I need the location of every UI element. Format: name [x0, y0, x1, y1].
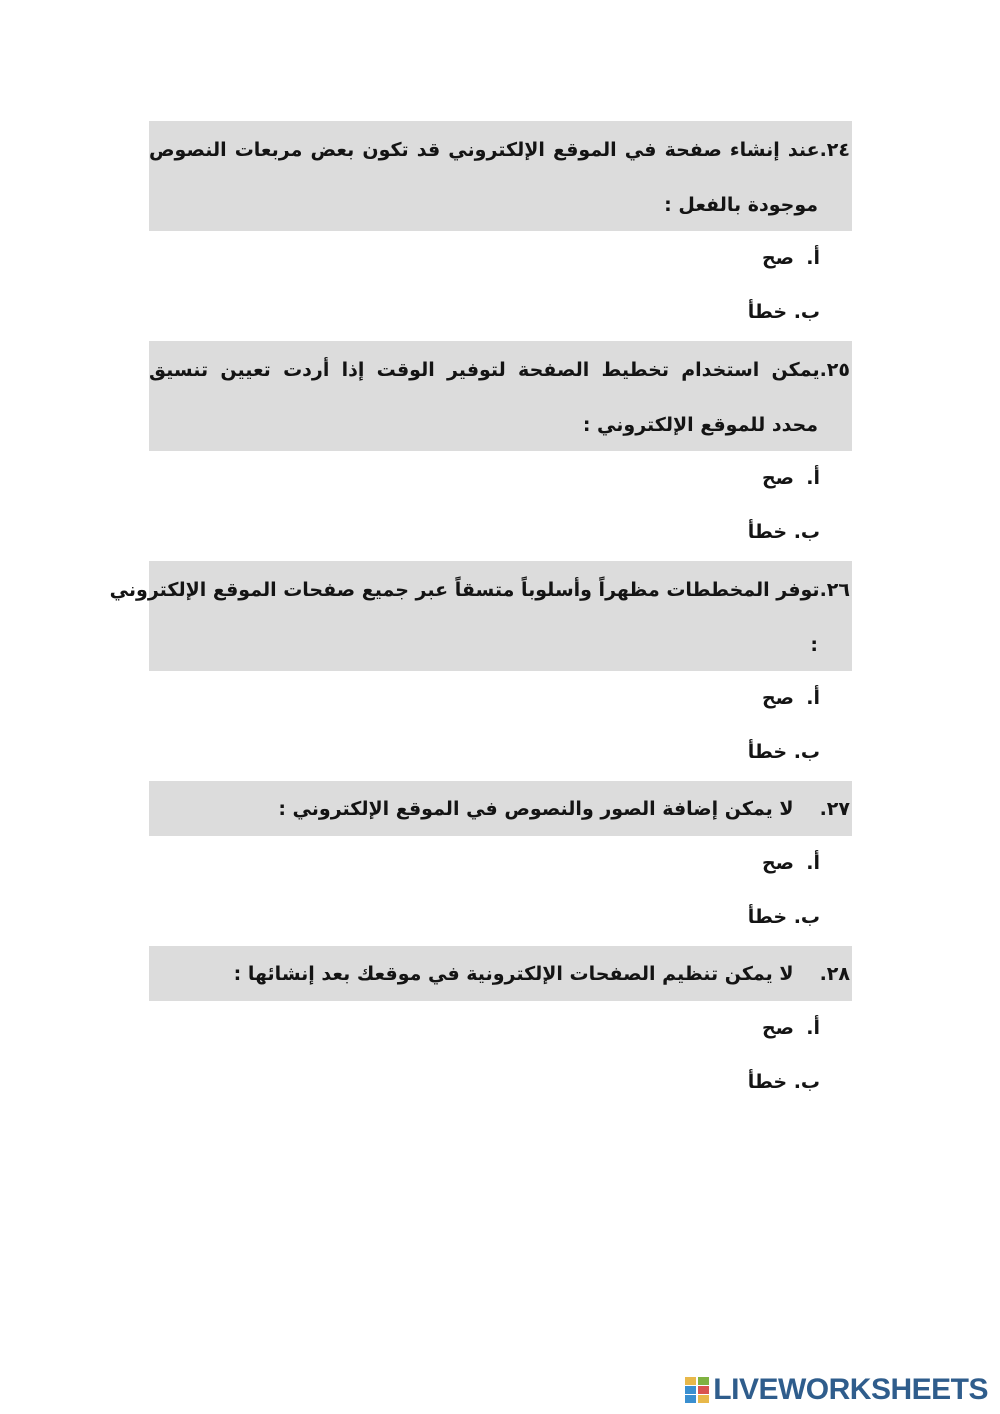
option-text: صح: [761, 467, 794, 489]
option-text: صح: [761, 687, 794, 709]
option-a[interactable]: [762, 848, 820, 878]
question-27-line-1: [149, 794, 850, 824]
option-text: خطأ: [747, 741, 788, 763]
question-24-line-2: موجودة بالفعل :: [664, 194, 818, 216]
question-number: ٢٤.: [819, 139, 850, 161]
question-28: [149, 946, 852, 1001]
question-text: عند إنشاء صفحة في الموقع الإلكتروني قد تكون بعض مربعات النصوص: [149, 139, 820, 161]
question-number: ٢٧.: [819, 798, 850, 820]
question-number: ٢٨.: [819, 963, 850, 985]
option-text: صح: [761, 247, 794, 269]
question-text: لا يمكن تنظيم الصفحات الإلكترونية في موقعك بعد إنشائها :: [233, 963, 794, 985]
option-text: خطأ: [747, 906, 788, 928]
question-number: ٢٦.: [819, 579, 850, 601]
option-a[interactable]: [762, 1013, 820, 1043]
option-b[interactable]: [748, 902, 820, 932]
option-b[interactable]: [748, 737, 820, 767]
question-number: ٢٥.: [819, 359, 850, 381]
question-25: [149, 341, 852, 451]
option-text: خطأ: [747, 521, 788, 543]
option-letter: ب.: [793, 1071, 820, 1093]
option-a[interactable]: [762, 243, 820, 273]
option-b[interactable]: [748, 297, 820, 327]
logo-text: LIVEWORKSHEETS: [713, 1373, 988, 1406]
question-24: [149, 121, 852, 231]
question-25-line-2: محدد للموقع الإلكتروني :: [582, 414, 818, 436]
question-26-line-2: :: [810, 634, 818, 656]
option-b[interactable]: [748, 1067, 820, 1097]
liveworksheets-logo: [685, 1373, 988, 1407]
option-a[interactable]: [762, 683, 820, 713]
option-letter: أ.: [806, 687, 820, 709]
liveworksheets-logo-icon: [685, 1377, 709, 1403]
question-28-line-1: [149, 959, 850, 989]
option-a[interactable]: [762, 463, 820, 493]
question-text: لا يمكن إضافة الصور والنصوص في الموقع الإلكتروني :: [278, 798, 794, 820]
question-text: يمكن استخدام تخطيط الصفحة لتوفير الوقت إذا أردت تعيين تنسيق: [149, 359, 820, 381]
option-letter: أ.: [806, 247, 820, 269]
question-26: [109, 561, 852, 671]
option-letter: أ.: [806, 1017, 820, 1039]
question-26-line-1: [109, 575, 850, 605]
question-24-line-1: [149, 135, 850, 165]
option-b[interactable]: [748, 517, 820, 547]
option-text: صح: [761, 1017, 794, 1039]
option-letter: ب.: [793, 906, 820, 928]
option-letter: ب.: [793, 301, 820, 323]
option-text: خطأ: [747, 1071, 788, 1093]
option-text: خطأ: [747, 301, 788, 323]
option-text: صح: [761, 852, 794, 874]
question-25-line-1: [149, 355, 850, 385]
option-letter: أ.: [806, 467, 820, 489]
question-27: [149, 781, 852, 836]
option-letter: ب.: [793, 521, 820, 543]
question-text: توفر المخططات مظهراً وأسلوباً متسقاً عبر جميع صفحات الموقع الإلكتروني: [109, 579, 820, 601]
option-letter: ب.: [793, 741, 820, 763]
option-letter: أ.: [806, 852, 820, 874]
